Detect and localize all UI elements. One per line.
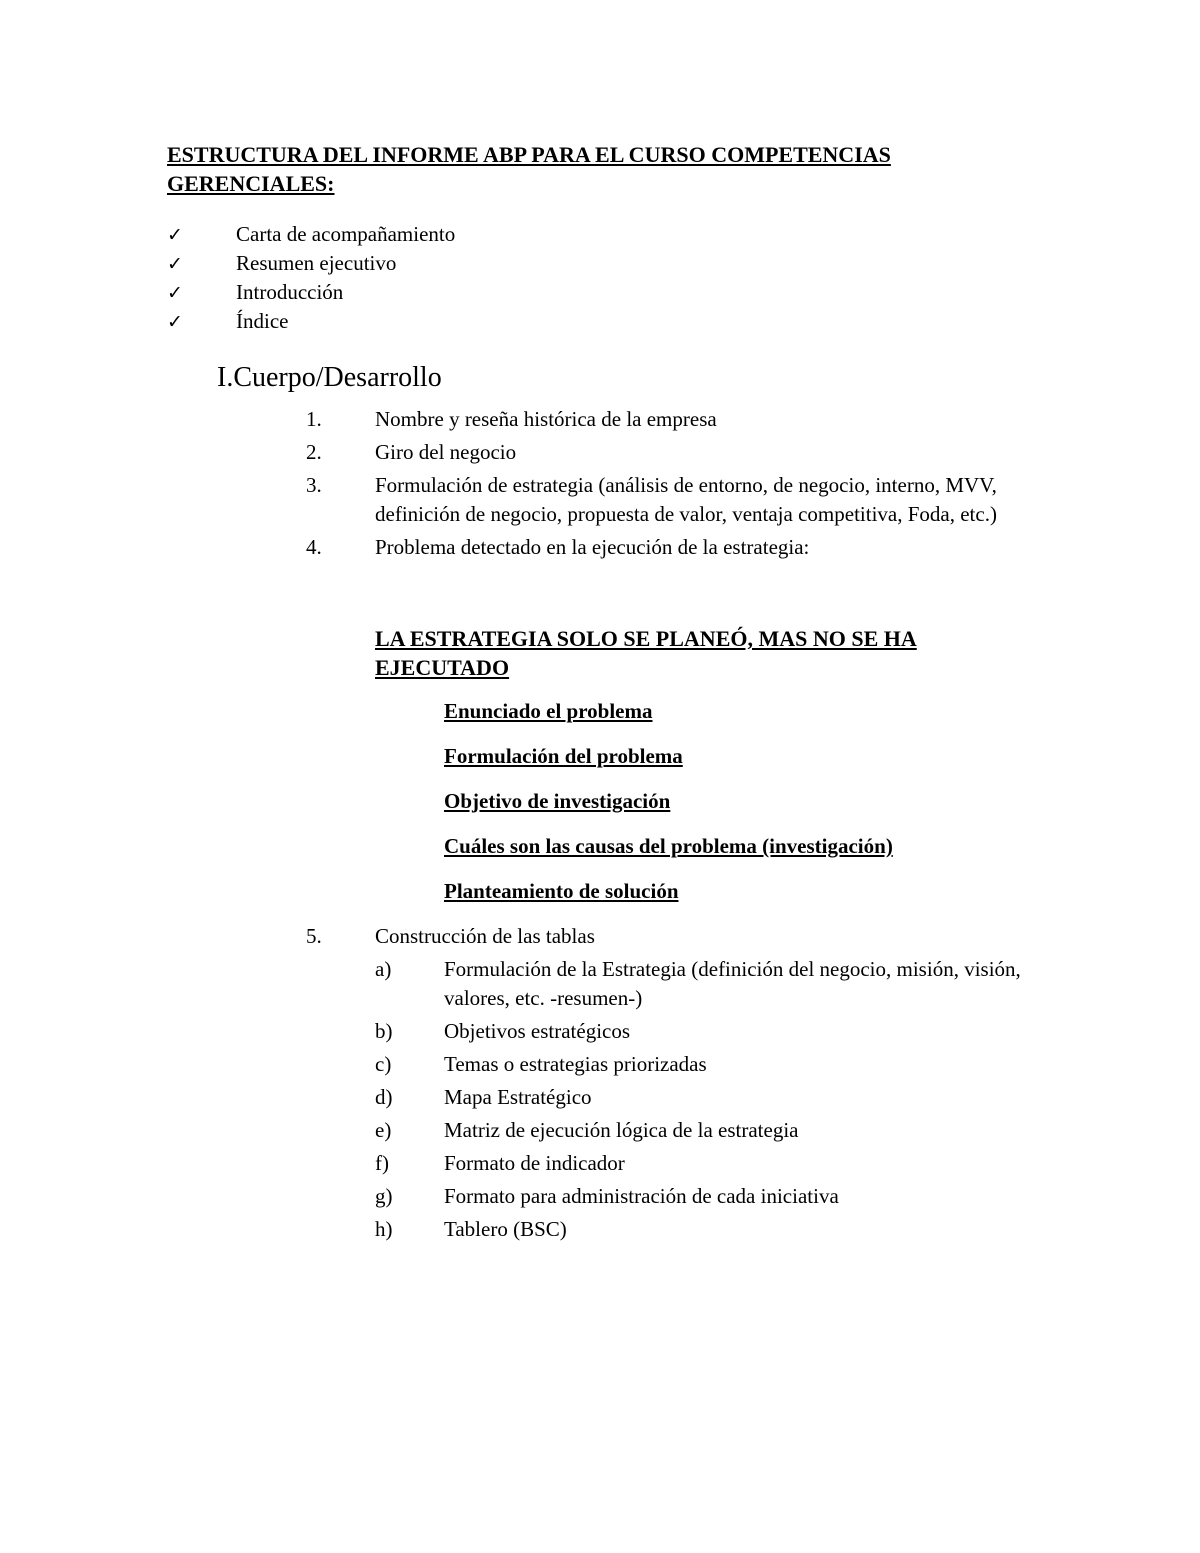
checkmark-icon: ✓ bbox=[167, 282, 183, 304]
item-text: Objetivos estratégicos bbox=[444, 1019, 631, 1043]
subheading: Planteamiento de solución bbox=[444, 879, 679, 903]
item-text: Giro del negocio bbox=[375, 440, 517, 464]
numbered-item bbox=[306, 533, 1046, 562]
lettered-item bbox=[375, 1116, 1055, 1145]
item-text: Formato de indicador bbox=[444, 1151, 625, 1175]
item-letter: c) bbox=[375, 1052, 392, 1076]
numbered-list-continued bbox=[306, 922, 1046, 955]
checklist-item bbox=[167, 280, 455, 309]
checklist-item bbox=[167, 251, 455, 280]
emphasis-statement: LA ESTRATEGIA SOLO SE PLANEÓ, MAS NO SE HA EJECUTADO bbox=[375, 626, 917, 680]
item-text: Formato para administración de cada iniciativa bbox=[444, 1184, 839, 1208]
lettered-list bbox=[375, 955, 1055, 1248]
checklist-item-label: Índice bbox=[236, 309, 289, 333]
numbered-item bbox=[306, 471, 1046, 529]
subheading: Objetivo de investigación bbox=[444, 789, 671, 813]
checkmark-icon: ✓ bbox=[167, 253, 183, 275]
item-text: Tablero (BSC) bbox=[444, 1217, 567, 1241]
lettered-item bbox=[375, 1149, 1055, 1178]
checkmark-icon: ✓ bbox=[167, 311, 183, 333]
lettered-item bbox=[375, 955, 1055, 1013]
item-letter: f) bbox=[375, 1151, 389, 1175]
item-text: Construcción de las tablas bbox=[375, 924, 595, 948]
subheading: Formulación del problema bbox=[444, 744, 683, 768]
checklist-item-label: Introducción bbox=[236, 280, 344, 304]
item-letter: h) bbox=[375, 1217, 393, 1241]
item-number: 2. bbox=[306, 440, 322, 464]
item-text: Temas o estrategias priorizadas bbox=[444, 1052, 707, 1076]
numbered-item bbox=[306, 405, 1046, 434]
item-letter: e) bbox=[375, 1118, 392, 1142]
checklist-item-label: Carta de acompañamiento bbox=[236, 222, 456, 246]
item-text: Problema detectado en la ejecución de la estrategia: bbox=[375, 535, 810, 559]
section-heading: I.Cuerpo/Desarrollo bbox=[217, 362, 442, 393]
numbered-list bbox=[306, 405, 1046, 566]
lettered-item bbox=[375, 1050, 1055, 1079]
item-number: 4. bbox=[306, 535, 322, 559]
item-letter: g) bbox=[375, 1184, 393, 1208]
item-number: 5. bbox=[306, 924, 322, 948]
item-text: Nombre y reseña histórica de la empresa bbox=[375, 407, 717, 431]
item-letter: d) bbox=[375, 1085, 393, 1109]
subheading: Cuáles son las causas del problema (investigación) bbox=[444, 834, 893, 858]
problem-subheadings bbox=[444, 697, 893, 922]
checklist-item bbox=[167, 309, 455, 338]
item-letter: b) bbox=[375, 1019, 393, 1043]
document-title: ESTRUCTURA DEL INFORME ABP PARA EL CURSO COMPETENCIAS GERENCIALES: bbox=[167, 142, 891, 196]
lettered-item bbox=[375, 1017, 1055, 1046]
lettered-item bbox=[375, 1083, 1055, 1112]
item-text: Formulación de estrategia (análisis de entorno, de negocio, interno, MVV, definición de negocio, propuesta de valor, ventaja competitiva, Foda, etc.) bbox=[375, 473, 997, 526]
numbered-item bbox=[306, 438, 1046, 467]
item-text: Formulación de la Estrategia (definición del negocio, misión, visión, valores, etc. -resumen-) bbox=[444, 957, 1021, 1010]
checklist-item-label: Resumen ejecutivo bbox=[236, 251, 397, 275]
item-letter: a) bbox=[375, 957, 392, 981]
checklist-item bbox=[167, 222, 455, 251]
item-number: 3. bbox=[306, 473, 322, 497]
subheading: Enunciado el problema bbox=[444, 699, 653, 723]
item-text: Mapa Estratégico bbox=[444, 1085, 592, 1109]
item-number: 1. bbox=[306, 407, 322, 431]
item-text: Matriz de ejecución lógica de la estrategia bbox=[444, 1118, 799, 1142]
numbered-item bbox=[306, 922, 1046, 951]
lettered-item bbox=[375, 1182, 1055, 1211]
checkmark-icon: ✓ bbox=[167, 224, 183, 246]
lettered-item bbox=[375, 1215, 1055, 1244]
checklist bbox=[167, 222, 455, 338]
